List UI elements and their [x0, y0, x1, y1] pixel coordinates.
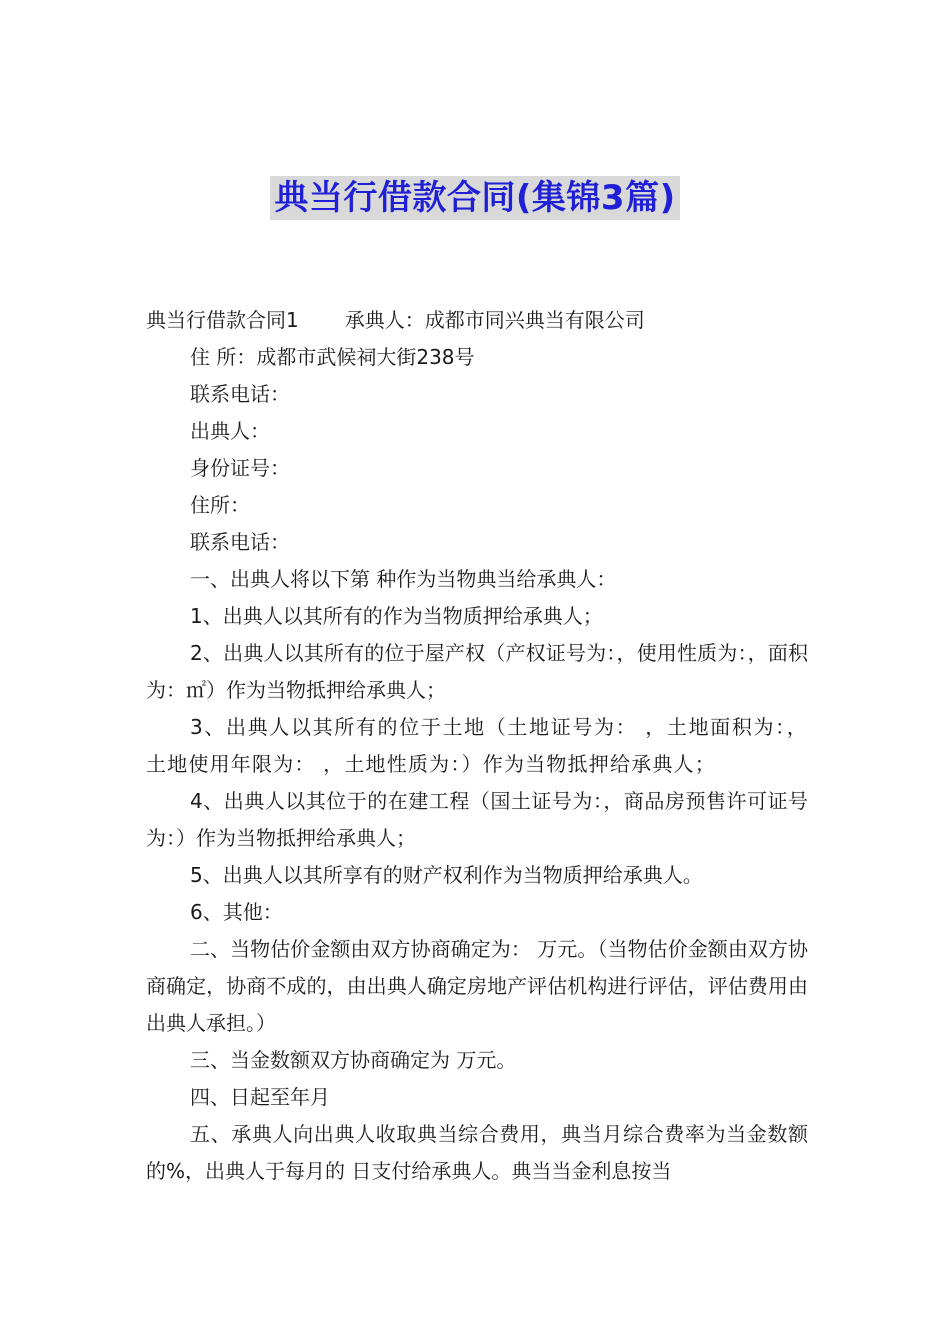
paragraph-pawner: 出典人： — [190, 419, 270, 443]
paragraph-clause-1: 一、出典人将以下第 种作为当物典当给承典人： — [190, 567, 617, 591]
paragraph-clause-5: 五、承典人向出典人收取典当综合费用，典当月综合费率为当金数额的%，出典人于每月的 日支付给承典人。典当当金利息按当 — [146, 1122, 808, 1183]
paragraph-item-2: 2、出典人以其所有的位于屋产权（产权证号为：，使用性质为：，面积为：㎡）作为当物抵押给承典人； — [146, 641, 808, 702]
title-container — [0, 176, 950, 220]
paragraph-clause-4: 四、日起至年月 — [190, 1085, 330, 1109]
paragraph-contract-heading — [146, 302, 808, 339]
paragraph-item-4: 4、出典人以其位于的在建工程（国土证号为：，商品房预售许可证号为：）作为当物抵押给承典人； — [146, 789, 808, 850]
paragraph-item-3: 3、出典人以其所有的位于土地（土地证号为： ，土地面积为：，土地使用年限为： ，土地性质为：）作为当物抵押给承典人； — [146, 715, 808, 776]
paragraph-phone-2: 联系电话： — [190, 530, 290, 554]
paragraph-id-number: 身份证号： — [190, 456, 290, 480]
document-body — [146, 302, 808, 1190]
paragraph-phone-1: 联系电话： — [190, 382, 290, 406]
paragraph-item-6: 6、其他： — [190, 900, 283, 924]
paragraph-item-1: 1、出典人以其所有的作为当物质押给承典人； — [190, 604, 603, 628]
pawnee-line: 承典人：成都市同兴典当有限公司 — [344, 308, 645, 332]
document-title: 典当行借款合同(集锦3篇) — [270, 176, 679, 220]
contract-number-label: 典当行借款合同1 — [146, 308, 299, 332]
paragraph-clause-2: 二、当物估价金额由双方协商确定为： 万元。（当物估价金额由双方协商确定，协商不成的，由出典人确定房地产评估机构进行评估，评估费用由出典人承担。） — [146, 937, 808, 1035]
paragraph-item-5: 5、出典人以其所享有的财产权利作为当物质押给承典人。 — [190, 863, 703, 887]
paragraph-clause-3: 三、当金数额双方协商确定为 万元。 — [190, 1048, 517, 1072]
paragraph-residence: 住所： — [190, 493, 250, 517]
paragraph-address: 住 所：成都市武候祠大街238号 — [190, 345, 475, 369]
